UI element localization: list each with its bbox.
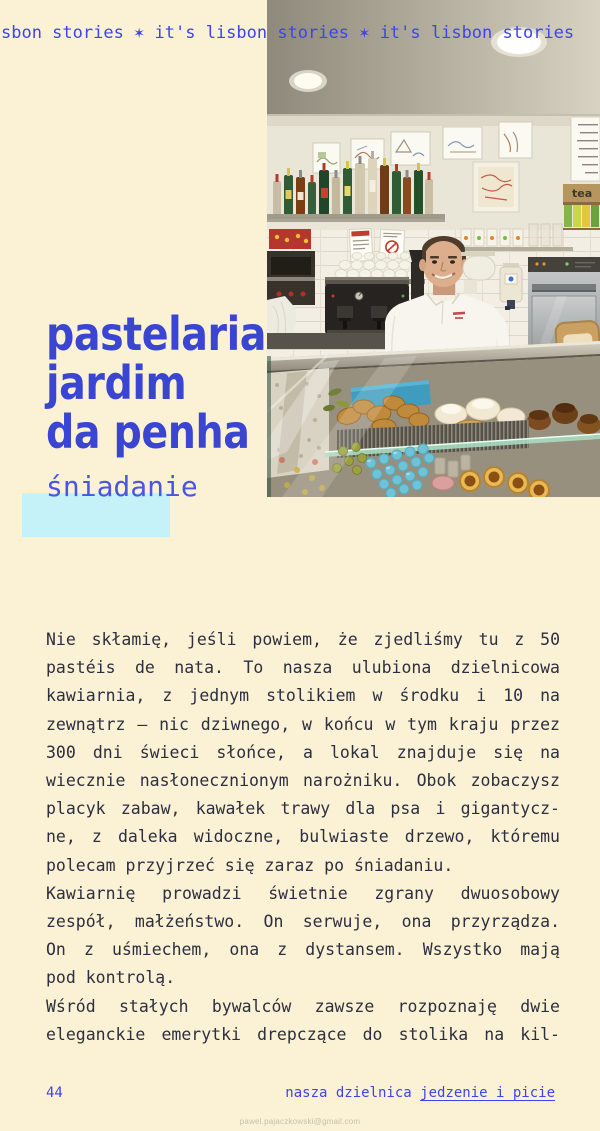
footer-link-jedzenie-i-picie[interactable]: jedzenie i picie (420, 1085, 555, 1101)
article-line: 300 dni świeci słońce, a lokal znajduje się na (46, 742, 560, 762)
page-title (46, 307, 267, 459)
ceiling (267, 0, 600, 126)
credit-email: pawel.pajaczkowski@gmail.com (239, 1117, 361, 1126)
footer-section-label: nasza dzielnica (285, 1085, 421, 1101)
article-line: zewnątrz – nic dziwnego, w końcu w tym kraju przez (46, 714, 560, 734)
title-line-3: da penha (46, 405, 250, 459)
article-line: ne, z daleka widoczne, bulwiaste drzewo, któremu (46, 827, 560, 847)
article-line: pastéis de nata. To nasza ulubiona dzielnicowa (46, 658, 560, 678)
framed-poster (473, 162, 519, 212)
article-line: Wśród stałych bywalców zawsze rozpoznaję dwie (46, 996, 560, 1016)
tea-sign-label: tea (572, 187, 593, 200)
menu-board (571, 117, 600, 181)
article-text (46, 626, 560, 1049)
article-line: Nie skłamię, jeśli powiem, że zjedliśmy tu z 50 (46, 630, 560, 649)
footer-section (285, 1084, 555, 1102)
article-line: wiecznie nasłonecznionym narożniku. Obok zobaczysz (46, 771, 560, 791)
ticker-headline: sbon stories ✶ it's lisbon stories ✶ it's lisbon stories (1, 23, 575, 43)
cafe-photo-art (267, 0, 600, 497)
article-line: polecam przyjrzeć się zaraz po śniadaniu. (46, 855, 454, 875)
article-line: kawiarnia, z jednym stolikiem w środku i 10 na (46, 686, 560, 706)
article-line: placyk zabaw, kawałek trawy dla psa i gigantycz- (46, 799, 560, 819)
page-number: 44 (46, 1085, 63, 1101)
article-line: pod kontrolą. (46, 968, 176, 988)
article-line: eleganckie emerytki drepczące do stolika na kil- (46, 1024, 560, 1044)
subtitle: śniadanie (46, 470, 198, 503)
cafe-photo (267, 0, 600, 497)
title-line-2: jardim (46, 356, 187, 410)
title-line-1: pastelaria (46, 307, 267, 361)
article-line: Kawiarnię prowadzi świetnie zgrany dwuosobowy (46, 883, 560, 903)
article-line: On z uśmiechem, ona z dystansem. Wszystko mają (46, 940, 560, 960)
article-line: zespół, małżeństwo. On serwuje, ona przyrządza. (46, 912, 560, 932)
